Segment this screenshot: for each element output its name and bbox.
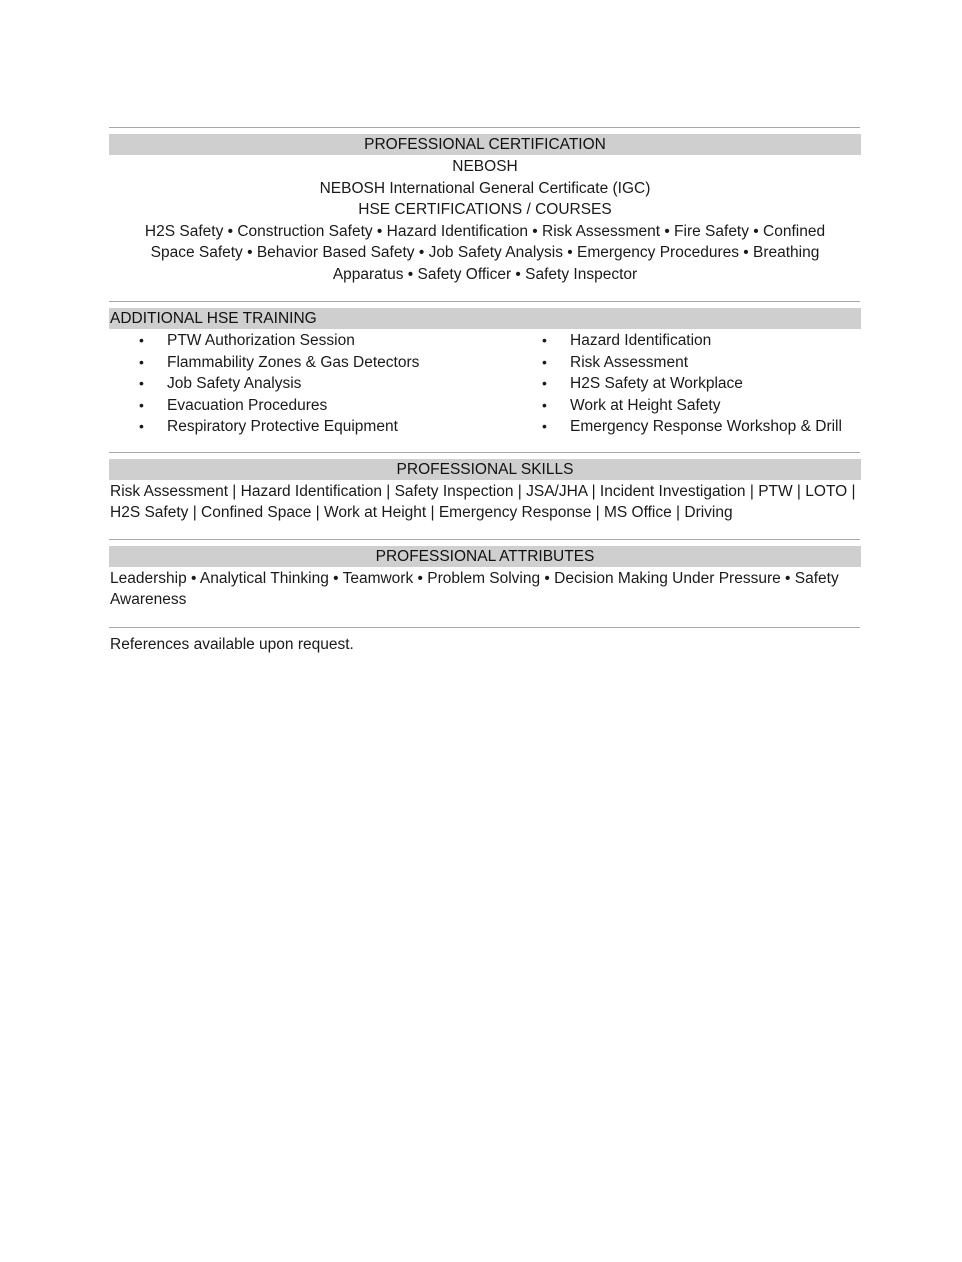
section-divider xyxy=(109,627,860,628)
bullet-icon: • xyxy=(542,396,547,413)
list-item xyxy=(109,373,512,395)
courses-list: H2S Safety • Construction Safety • Hazard Identification • Risk Assessment • Fire Safety • Confined Space Safety • Behavior Based Safety • Job Safety Analysis • Emergency Procedures • Breathing Apparatus • Safety Officer • Safety Inspector xyxy=(144,222,826,283)
certificate-name: NEBOSH International General Certificate (IGC) xyxy=(319,179,651,197)
list-item xyxy=(512,395,861,417)
bullet-icon: • xyxy=(542,375,547,391)
training-list-right xyxy=(512,330,861,438)
bullet-icon: • xyxy=(542,418,547,434)
list-item-label: Work at Height Safety xyxy=(570,396,721,414)
bullet-icon: • xyxy=(542,353,547,370)
list-item xyxy=(512,330,861,352)
resume-page xyxy=(109,127,861,655)
list-item-label: Emergency Response Workshop & Drill xyxy=(570,418,842,435)
list-item xyxy=(512,352,861,374)
list-item-label: Respiratory Protective Equipment xyxy=(167,418,398,435)
list-item xyxy=(109,416,512,438)
list-item-label: Job Safety Analysis xyxy=(167,375,302,392)
bullet-icon: • xyxy=(139,418,144,434)
list-item xyxy=(109,330,512,352)
bullet-icon: • xyxy=(139,332,144,348)
list-item xyxy=(109,395,512,417)
section-divider xyxy=(109,301,860,302)
references-text: References available upon request. xyxy=(110,635,354,653)
attributes-text: Leadership • Analytical Thinking • Teamwork • Problem Solving • Decision Making Under Pressure • Safety Awareness xyxy=(110,569,839,608)
section-divider xyxy=(109,127,860,128)
training-list-left xyxy=(109,330,512,438)
bullet-icon: • xyxy=(542,332,547,348)
list-item-label: Evacuation Procedures xyxy=(167,396,328,414)
certification-section xyxy=(109,156,861,285)
certification-body: NEBOSH xyxy=(452,158,518,175)
skills-text: Risk Assessment | Hazard Identification | Safety Inspection | JSA/JHA | Incident Investigation | PTW | LOTO | H2S Safety | Confined Space | Work at Height | Emergency Response | MS Office | Driving xyxy=(110,482,856,521)
certification-header: PROFESSIONAL CERTIFICATION xyxy=(109,134,861,155)
section-divider xyxy=(109,452,860,453)
bullet-icon: • xyxy=(139,353,144,370)
list-item-label: Hazard Identification xyxy=(570,332,712,349)
training-section xyxy=(109,330,861,438)
bullet-icon: • xyxy=(139,396,144,413)
list-item xyxy=(512,416,861,438)
list-item-label: H2S Safety at Workplace xyxy=(570,375,743,392)
list-item-label: Flammability Zones & Gas Detectors xyxy=(167,353,420,371)
section-divider xyxy=(109,539,860,540)
list-item xyxy=(109,352,512,374)
list-item xyxy=(512,373,861,395)
training-header: ADDITIONAL HSE TRAINING xyxy=(109,308,861,329)
attributes-header: PROFESSIONAL ATTRIBUTES xyxy=(109,546,861,567)
list-item-label: PTW Authorization Session xyxy=(167,332,355,349)
list-item-label: Risk Assessment xyxy=(570,353,689,371)
courses-title: HSE CERTIFICATIONS / COURSES xyxy=(358,201,612,218)
skills-header: PROFESSIONAL SKILLS xyxy=(109,459,861,480)
bullet-icon: • xyxy=(139,375,144,391)
